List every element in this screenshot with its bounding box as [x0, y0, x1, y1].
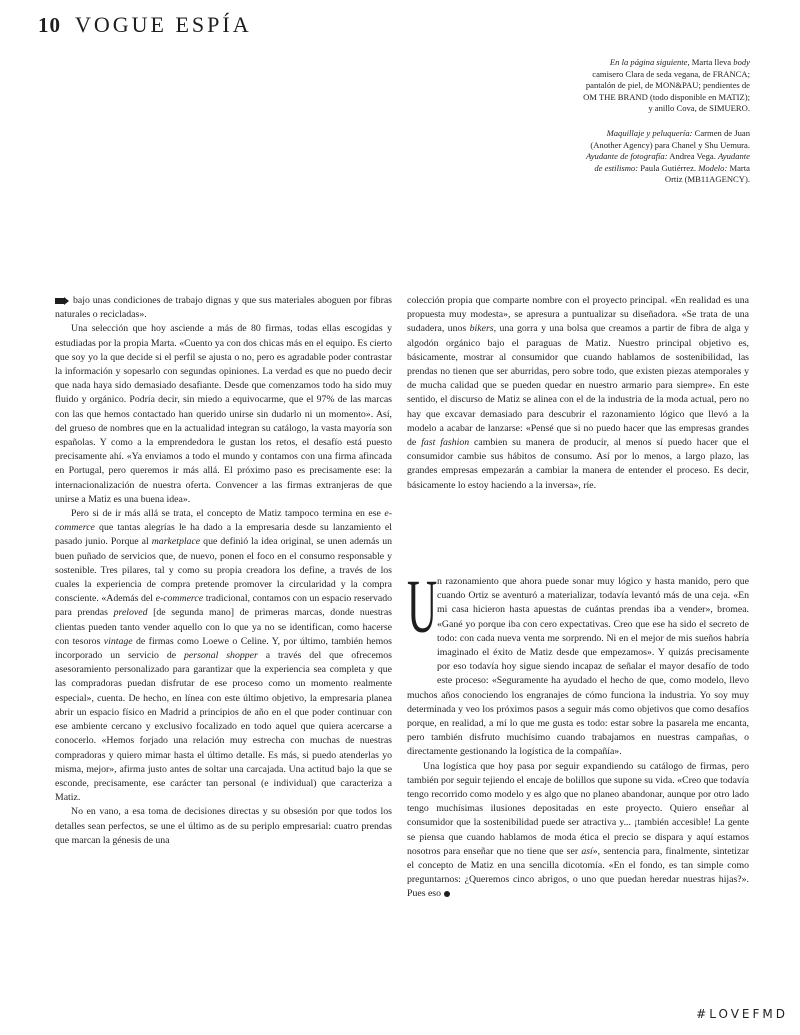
- credits-lead: En la página siguiente,: [609, 57, 690, 67]
- italic-term: e-commerce: [55, 508, 392, 534]
- credits-team: [582, 128, 750, 186]
- credits-text: Marta lleva: [689, 57, 734, 67]
- credit-value: Paula Gutiérrez.: [638, 162, 699, 173]
- article-right-column-top: [407, 294, 749, 493]
- text-run: que definió la idea original, se unen además un buen puñado de servicios que, de nuevo, ponen el foco en el consumo responsable y sostenible. Tres pilares, tal y como su propia creadora los define, a través de los cuales la experiencia de compra pretende promover la circularidad y la compra consciente. «Además del: [55, 536, 392, 605]
- photo-credits: [582, 57, 750, 199]
- credit-value: Carmen de Juan (Another Agency) para Chanel y Shu Uemura.: [590, 127, 750, 150]
- text-run: Pero si de ir más allá se trata, el concepto de Matiz tampoco termina en ese: [71, 508, 385, 520]
- italic-term: preloved: [113, 607, 148, 619]
- paragraph: [407, 760, 749, 902]
- magazine-title: VOGUE ESPÍA: [75, 12, 252, 37]
- text-run: », sentencia para, finalmente, sintetizar el concepto de Matiz en una sencilla dicotomía. «En el fondo, es tan simple como preguntarnos: ¿Queremos cinco abrigos, o uno que puedan heredar nuestras hijas?». Pues eso: [407, 845, 749, 900]
- italic-term: bikers: [469, 323, 494, 335]
- text-run: tradicional, contamos con un espacio reservado para prendas: [55, 593, 392, 619]
- credits-outfit: [582, 57, 750, 115]
- watermark: #LOVEFMD: [696, 1007, 788, 1021]
- paragraph: Una selección que hoy asciende a más de 80 firmas, todas ellas escogidas y estudiadas por la propia Marta. «Cuento ya con dos chicas más en el equipo. Es cierto que soy yo la que decide si el perfil se ajusta o no, pero es agradable poder contrastar la información y sopesarlo con segundas opiniones. La verdad es que no puedo decir que nada haya sido demasiado desafiante. Desde que comenzamos todo ha sido muy fluido y orgánico. Podría decir, sin miedo a equivocarme, que el 97% de las marcas con las que hemos contactado han querido unirse sin dudarlo ni un momento». Así, del grueso de nombres que en la actualidad integran su catálogo, la vasta mayoría son españolas. Y como a la emprendedora le gustan los retos, el desafío está puesto precisamente ahí. «Ya enviamos a todo el mundo y contamos con una firma afincada en Portugal, pero queremos ir más allá. El próximo paso es precisamente ese: la internacionalización de nuestra oferta. Convencer a las firmas extranjeras de que unirse a Matiz es una buena idea».: [55, 323, 392, 505]
- drop-cap: U: [407, 565, 438, 649]
- article-right-column-bottom: [407, 565, 749, 902]
- end-of-article-icon: [444, 891, 450, 897]
- text-run: , una gorra y una bolsa que creamos a partir de fibra de alga y algodón orgánico bajo el paraguas de Matiz. Nuestro principal objetivo es, básicamente, mostrar al consumidor que cuando hablamos de sostenibilidad, las prendas no tienen que ser aburridas, pero sobre todo, que existen piezas atemporales y de mucha calidad que se pueden quedar en nuestro armario para siempre». En este sentido, el discurso de Matiz se alinea con el de la industria de la moda actual, pero no hay que excavar demasiado para descubrir el razonamiento lógico que llevó a la modelo a acabar de lanzarse: «Pensé que si no puedo hacer que las empresas grandes de: [407, 323, 750, 449]
- italic-term: marketplace: [151, 536, 201, 548]
- credit-label: Ayudante de estilismo:: [594, 151, 750, 173]
- paragraph: No en vano, a esa toma de decisiones directas y su obsesión por que todos los detalles sean perfectos, se une el último as de su periplo empresarial: cuatro prendas que marcan la génesis de una: [55, 806, 392, 846]
- italic-term: e-commerce: [155, 593, 204, 605]
- credit-value: Andrea Vega.: [667, 151, 719, 162]
- text-run: a través del que ofrecemos asesoramiento personalizado para garantizar que la experiencia sea completa y que las compradoras puedan disfrutar de ese proceso como un momento realmente especial», cuenta. De hecho, en línea con este último objetivo, la empresaria planea abrir un espacio físico en Madrid a principios de año en el que poder continuar con ese ambiente cercano y exclusivo focalizado en todo aquel que quiera acercarse a conocerlo. «Hemos forjado una relación muy estrecha con muchas de nuestras compradoras y quiero mimar hasta el último detalle. Es más, si puedo atenderlas yo misma, mejor», afirma justo antes de soltar una carcajada. Una actitud bajo la que se esconde, precisamente, ese carácter tan personal (e individual) que caracteriza a Matiz.: [55, 650, 392, 804]
- text-run: Una logística que hoy pasa por seguir expandiendo su catálogo de firmas, pero también por seguir tejiendo el encaje de bolillos que supone su vida. «Creo que todavía tengo recorrido como modelo y es algo que no planeo abandonar, aunque por otro lado tengo muchísimas ilusiones depositadas en este proyecto. Quiero enseñar al consumidor que la sostenibilidad puede ser atractiva y... ¡también accesible! La gente se piensa que cuando hablamos de moda ética el precio se dispara y aquí estamos nosotros para enseñar que no tiene que ser: [407, 760, 749, 857]
- paragraph: [407, 294, 749, 493]
- paragraph: [55, 507, 392, 805]
- text-run: [de segunda mano] de primeras marcas, donde nuestras clientas pueden tanto vender aquello con lo que ya no se identifican, como hacerse con tesoros: [55, 607, 392, 647]
- credit-value: Marta Ortiz (MB11AGENCY).: [664, 162, 750, 185]
- credit-label: Modelo:: [698, 162, 728, 173]
- credit-label: Ayudante de fotografía:: [585, 151, 668, 162]
- paragraph-text: bajo unas condiciones de trabajo dignas y que sus materiales aboguen por fibras naturales o recicladas».: [55, 295, 392, 321]
- italic-term: fast fashion: [421, 437, 470, 449]
- article-left-column: [55, 294, 392, 848]
- text-run: colección propia que comparte nombre con el proyecto principal. «En realidad es una propuesta muy modesta», se apresura a puntualizar su diseñadora. «Se trata de una sudadera, unos: [407, 295, 749, 335]
- page-number: 10: [38, 13, 61, 37]
- credits-item: body: [733, 57, 750, 67]
- text-run: que tantas alegrías le ha dado a la empresaria desde su lanzamiento el pasado junio. Porque al: [55, 522, 392, 548]
- text-run: cambien su manera de producir, al menos sí puedo hacer que el consumidor cambie sus hábitos de consumo. Así por lo menos, a largo plazo, las grandes empresas empezarán a cambiar la manera de entender el proceso. Es decir, básicamente lo estoy haciendo a la inversa», ríe.: [407, 437, 749, 491]
- paragraph: [55, 294, 392, 322]
- italic-term: vintage: [103, 635, 133, 647]
- continuation-arrow-icon: [55, 297, 69, 305]
- italic-term: personal shopper: [184, 650, 258, 662]
- italic-term: así: [581, 845, 593, 857]
- paragraph: n razonamiento que ahora puede sonar muy lógico y hasta manido, pero que cuando Ortiz se aventuró a materializar, todavía levantó más de una ceja. «En mi casa hicieron hasta apuestas de cuántas prendas iba a vender», bromea. «Gané yo porque iba con cero expectativas. Creo que ese ha sido el secreto de todo: con cada nueva venta me sorprendo. Ni en el mejor de mis sueños habría imaginado el éxito de Matiz desde que empezamos». Y quizás precisamente por eso todavía hoy sigue siendo incapaz de señalar el mayor desafío de todo este proceso: «Seguramente ha ayudado el hecho de que, como modelo, llevo muchos años conociendo los engranajes de cómo funciona la industria. Yo soy muy determinada y veo los próximos pasos a seguir más como objetivos que como desafíos porque, en realidad, a mí lo que me gusta es todo: estar sobre la pasarela me encanta, pero también disfruto muchísimo cuando trabajamos en nuestras campañas, o directamente gestionando la logística de la compañía».: [407, 576, 749, 758]
- page-header: [38, 12, 252, 38]
- credits-rest: camisero Clara de seda vegana, de FRANCA; pantalón de piel, de MON&PAU; pendientes de OM THE BRAND (todo disponible en MATIZ); y anillo Cova, de SIMUERO.: [583, 68, 750, 114]
- credit-label: Maquillaje y peluquería:: [606, 127, 693, 138]
- text-run: de firmas como Loewe o Celine. Y, por último, también hemos incorporado un servicio de: [55, 635, 392, 662]
